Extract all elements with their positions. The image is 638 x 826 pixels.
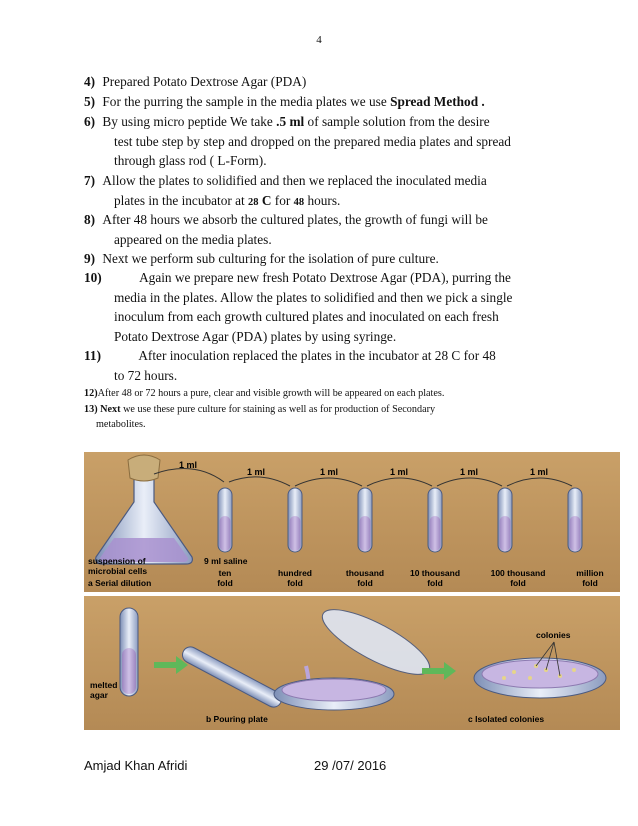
- colonies-label: colonies: [536, 630, 571, 640]
- list-item-12: [84, 386, 564, 401]
- item-bold-text: Spread Method .: [390, 94, 485, 109]
- test-tube-icon: [288, 488, 302, 552]
- item-text: For the purring the sample in the media plates we use: [102, 94, 391, 109]
- item-text: plates in the incubator at: [114, 192, 249, 208]
- microbiology-figure: [84, 452, 620, 730]
- transfer-label: 1 ml: [247, 467, 266, 477]
- test-tube-icon: [428, 488, 442, 552]
- list-item-8: [84, 210, 564, 249]
- test-tube-icon: [358, 488, 372, 552]
- list-item-9: [84, 249, 564, 269]
- melted-agar-label: agar: [90, 690, 108, 700]
- item-bold-text: Next: [100, 404, 121, 415]
- item-number: 7): [84, 173, 96, 188]
- panel-c-caption: c Isolated colonies: [468, 714, 545, 724]
- melted-agar-label: melted: [90, 680, 118, 690]
- panel-a-caption: a Serial dilution: [88, 578, 152, 588]
- list-item-5: [84, 92, 564, 112]
- panel-b-caption: b Pouring plate: [206, 714, 268, 724]
- list-item-4: [84, 72, 564, 92]
- transfer-label: 1 ml: [179, 460, 198, 470]
- dilution-label: fold: [427, 578, 443, 588]
- item-text: After 48 hours we absorb the cultured plates, the growth of fungi will be: [102, 212, 488, 227]
- transfer-label: 1 ml: [460, 467, 479, 477]
- suspension-label: microbial cells: [88, 566, 148, 576]
- item-number: 6): [84, 114, 96, 129]
- dilution-label: hundred: [278, 568, 312, 578]
- item-number: 9): [84, 251, 96, 266]
- dilution-label: million: [576, 568, 604, 578]
- transfer-label: 1 ml: [530, 467, 549, 477]
- dilution-label: fold: [510, 578, 526, 588]
- item-text: After inoculation replaced the plates in the incubator at 28 C for 48: [138, 348, 496, 363]
- item-bold-text: C: [261, 192, 272, 208]
- item-number: 11): [84, 348, 101, 363]
- item-continuation: through glass rod ( L-Form).: [114, 153, 267, 168]
- dilution-label: fold: [582, 578, 598, 588]
- item-continuation: media in the plates. Allow the plates to solidified and then we pick a single: [114, 289, 513, 305]
- suspension-label: suspension of: [88, 556, 146, 566]
- item-continuation: metabolites.: [96, 419, 146, 430]
- dilution-label: fold: [287, 578, 303, 588]
- item-number: 12): [84, 388, 98, 399]
- dilution-label: 10 thousand: [409, 568, 461, 578]
- saline-label: 9 ml saline: [204, 556, 248, 566]
- footer-date: 29 /07/ 2016: [314, 758, 387, 773]
- item-number: 10): [84, 270, 102, 285]
- item-text: Again we prepare new fresh Potato Dextrose Agar (PDA), purring the: [139, 270, 511, 285]
- list-item-11: [84, 346, 564, 385]
- item-text: Allow the plates to solidified and then we replaced the inoculated media: [102, 173, 487, 188]
- transfer-label: 1 ml: [320, 467, 339, 477]
- item-bold-text: 28: [248, 196, 259, 208]
- dilution-label: ten: [218, 568, 232, 578]
- test-tube-icon: [498, 488, 512, 552]
- item-text: hours.: [304, 192, 341, 208]
- item-number: 5): [84, 94, 96, 109]
- item-number: 8): [84, 212, 96, 227]
- item-text: Prepared Potato Dextrose Agar (PDA): [102, 74, 307, 89]
- item-text: of sample solution from the desire: [304, 114, 490, 129]
- agar-tube-icon: [120, 608, 138, 696]
- test-tube-icon: [568, 488, 582, 552]
- item-text: Next we perform sub culturing for the isolation of pure culture.: [102, 251, 439, 266]
- item-text: After 48 or 72 hours a pure, clear and visible growth will be appeared on each plates.: [97, 388, 445, 399]
- item-number: 4): [84, 74, 96, 89]
- transfer-label: 1 ml: [390, 467, 409, 477]
- dilution-label: fold: [217, 578, 233, 588]
- dilution-label: thousand: [345, 568, 385, 578]
- test-tube-icon: [218, 488, 232, 552]
- item-bold-text: 48: [293, 196, 305, 208]
- page-number: 4: [316, 34, 322, 46]
- item-number: 13): [84, 404, 98, 415]
- item-text: By using micro peptide We take: [102, 114, 277, 129]
- item-continuation: test tube step by step and dropped on the prepared media plates and spread: [114, 133, 511, 149]
- list-item-7: [84, 171, 564, 212]
- item-continuation: appeared on the media plates.: [114, 231, 272, 247]
- list-item-10: [84, 268, 564, 346]
- figure-svg: [84, 452, 620, 730]
- item-continuation: [84, 191, 564, 213]
- item-continuation: Potato Dextrose Agar (PDA) plates by using syringe.: [114, 328, 397, 344]
- item-text: we use these pure culture for staining as well as for production of Secondary: [120, 404, 436, 415]
- list-item-6: [84, 112, 564, 171]
- item-text: for: [271, 192, 294, 208]
- dilution-label: fold: [357, 578, 373, 588]
- footer-author: Amjad Khan Afridi: [84, 758, 188, 773]
- list-item-13: [84, 402, 564, 432]
- item-continuation: inoculum from each growth cultured plates and inoculated on each fresh: [114, 309, 499, 324]
- item-continuation: to 72 hours.: [114, 367, 178, 383]
- item-bold-text: .5 ml: [276, 114, 305, 129]
- dilution-label: 100 thousand: [490, 568, 546, 578]
